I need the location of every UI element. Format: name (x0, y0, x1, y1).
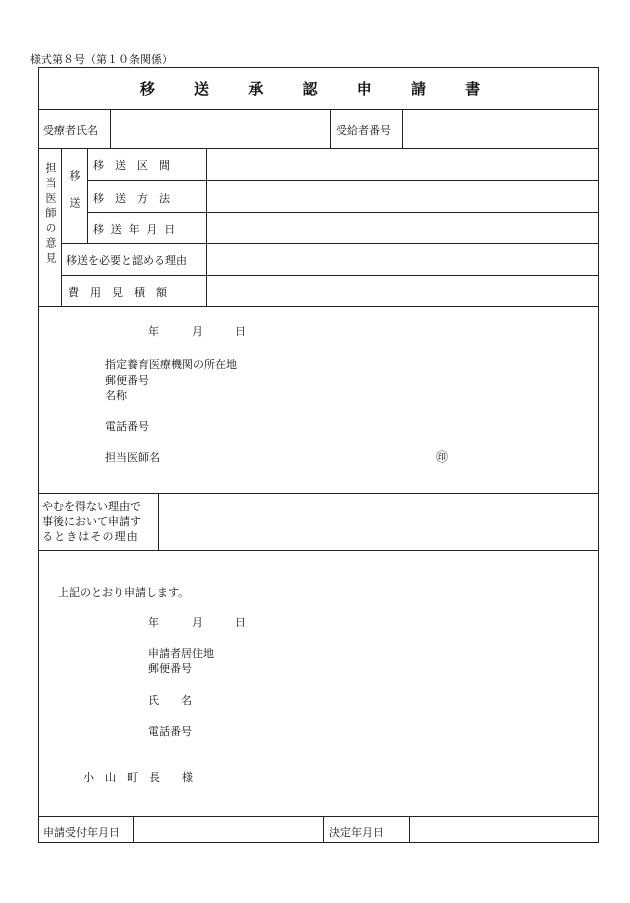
application-date-year: 年 (148, 616, 159, 629)
transfer-date-label: 移送年月日 (93, 223, 182, 236)
cost-estimate-label: 費 用 見 積 額 (68, 286, 167, 299)
recipient-name-field[interactable] (111, 110, 329, 148)
institution-date-month: 月 (192, 325, 203, 338)
application-date-day: 日 (235, 616, 246, 629)
received-date-field[interactable] (134, 817, 322, 842)
institution-postal-label: 郵便番号 (105, 374, 149, 387)
institution-phone-label: 電話番号 (105, 420, 149, 433)
recipient-number-label: 受給者番号 (336, 124, 391, 137)
addressee-mayor: 小 山 町 長 様 (83, 771, 193, 784)
institution-date-day: 日 (235, 325, 246, 338)
divider-v-number-label (330, 109, 331, 148)
late-reason-line-1: やむを得ない理由で (42, 500, 141, 513)
late-reason-line-2: 事後において申請す (42, 515, 141, 528)
transfer-section-label: 移 送 区 間 (93, 159, 170, 172)
transfer-reason-field[interactable] (207, 244, 598, 275)
transfer-method-field[interactable] (207, 181, 598, 212)
cost-estimate-field[interactable] (207, 276, 598, 306)
seal-mark: ㊞ (436, 450, 449, 464)
institution-name-label: 名称 (105, 389, 127, 402)
application-date-month: 月 (192, 616, 203, 629)
late-reason-label (42, 499, 158, 544)
recipient-name-label: 受療者氏名 (43, 124, 98, 137)
doctor-opinion-label: 担当医師の意見 (44, 162, 57, 267)
transfer-reason-label: 移送を必要と認める理由 (66, 254, 187, 267)
recipient-number-field[interactable] (403, 110, 598, 148)
divider-v-opinion (61, 148, 62, 306)
decision-date-field[interactable] (410, 817, 598, 842)
divider-v-decision-label (323, 816, 324, 843)
transfer-method-label: 移 送 方 法 (93, 192, 170, 205)
applicant-postal-label: 郵便番号 (148, 662, 192, 675)
applicant-phone-label: 電話番号 (148, 725, 192, 738)
applicant-name-label: 氏 名 (148, 694, 192, 707)
transfer-date-field[interactable] (207, 213, 598, 243)
divider-late-reason-end (38, 550, 599, 551)
form-title: 移 送 承 認 申 請 書 (139, 80, 498, 98)
divider-v-transfer (87, 148, 88, 243)
form-number: 様式第８号（第１０条関係） (30, 53, 173, 66)
applicant-address-label: 申請者居住地 (148, 647, 214, 660)
late-reason-field[interactable] (159, 494, 598, 550)
institution-date-year: 年 (148, 325, 159, 338)
attending-doctor-label: 担当医師名 (105, 451, 160, 464)
received-date-label: 申請受付年月日 (43, 826, 120, 839)
institution-address-label: 指定養育医療機関の所在地 (105, 358, 237, 371)
transfer-label: 移送 (68, 170, 81, 224)
application-statement: 上記のとおり申請します。 (58, 586, 190, 599)
divider-opinion-end (38, 306, 599, 307)
transfer-section-field[interactable] (207, 149, 598, 180)
late-reason-line-3: るときはその理由 (42, 530, 139, 543)
decision-date-label: 決定年月日 (329, 826, 384, 839)
